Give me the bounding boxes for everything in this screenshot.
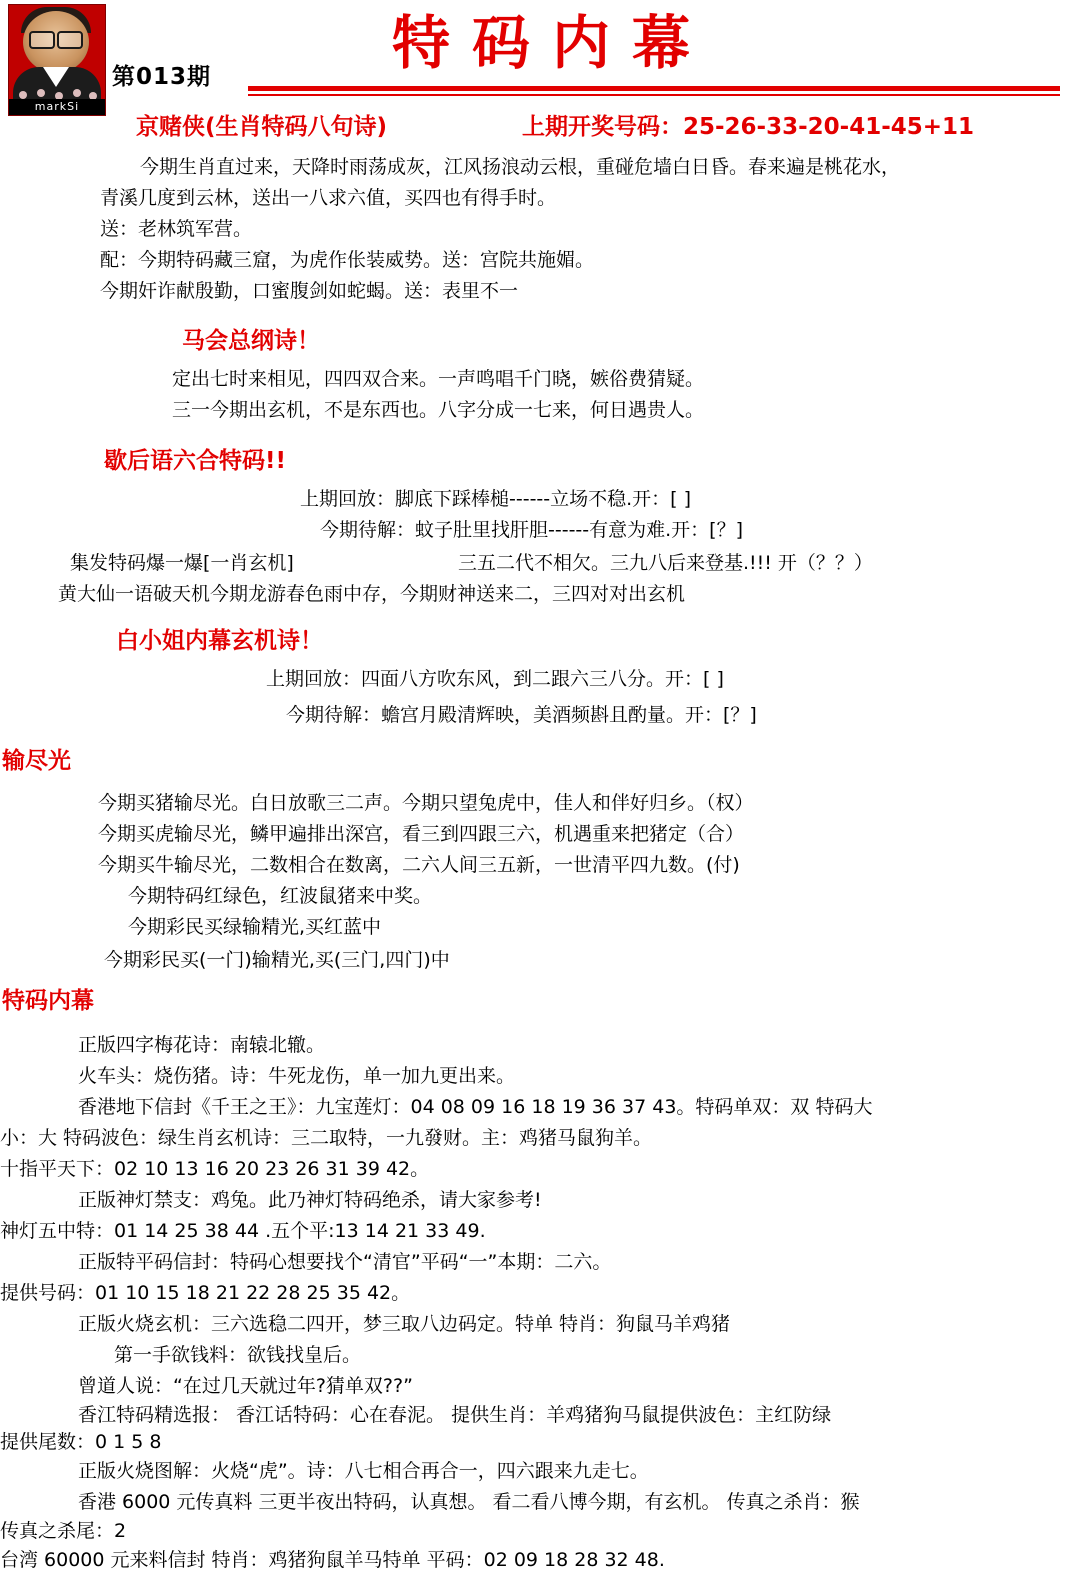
shujinguang-line-1: 今期买猪输尽光。白日放歌三二声。今期只望兔虎中，佳人和伴好归乡。（权） xyxy=(98,792,754,814)
temaneimu-row: 香港地下信封《千王之王》：九宝莲灯：04 08 09 16 18 19 36 37 43。特码单双：双 特码大 xyxy=(78,1096,873,1118)
logo-brand-text: markSi xyxy=(9,99,105,115)
baixiaojie-line-2: 今期待解：蟾宫月殿清辉映，美酒频斟且酌量。开：[？] xyxy=(286,704,757,726)
poem-line-5: 今期奸诈献殷勤，口蜜腹剑如蛇蝎。送：表里不一 xyxy=(100,280,519,302)
temaneimu-row: 曾道人说：“在过几天就过年?猜单双??” xyxy=(78,1375,413,1397)
publisher-logo xyxy=(8,4,106,116)
section-title-baixiaojie: 白小姐内幕玄机诗！ xyxy=(116,628,323,654)
temaneimu-row: 台湾 60000 元来料信封 特肖：鸡猪狗鼠羊马特单 平码：02 09 18 28 32 48. xyxy=(0,1549,665,1571)
temaneimu-row: 提供尾数：0 1 5 8 xyxy=(0,1431,162,1453)
page-title: 特码内幕 xyxy=(391,9,712,77)
temaneimu-row: 香江特码精选报： 香江话特码：心在春泥。 提供生肖：羊鸡猪狗马鼠提供波色：主红防绿 xyxy=(78,1404,832,1426)
temaneimu-row: 提供号码：01 10 15 18 21 22 28 25 35 42。 xyxy=(0,1282,411,1304)
mahui-line-1: 定出七时来相见，四四双合来。一声鸣唱千门晓，嫉俗费猜疑。 xyxy=(172,368,705,390)
poem-line-4: 配：今期特码藏三窟，为虎作伥装威势。送：宫院共施媚。 xyxy=(100,249,595,271)
poem-line-3: 送：老林筑军营。 xyxy=(100,218,253,240)
section-title-mahui: 马会总纲诗！ xyxy=(182,328,320,354)
temaneimu-row: 十指平天下：02 10 13 16 20 23 26 31 39 42。 xyxy=(0,1158,430,1180)
section-title-xiehouyu: 歇后语六合特码!! xyxy=(104,448,286,474)
temaneimu-row: 第一手欲钱料：欲钱找皇后。 xyxy=(114,1344,362,1366)
shujinguang-line-3: 今期买牛输尽光，二数相合在数离，二六人间三五新，一世清平四九数。(付) xyxy=(98,854,740,876)
temaneimu-row: 正版火烧玄机：三六选稳二四开，梦三取八边码定。特单 特肖：狗鼠马羊鸡猪 xyxy=(78,1313,731,1335)
xiehouyu-line-4: 黄大仙一语破天机今期龙游春色雨中存，今期财神送来二，三四对对出玄机 xyxy=(58,583,686,605)
xiehouyu-line-3-left: 集发特码爆一爆[一肖玄机] xyxy=(70,552,294,574)
masthead-rule-thin xyxy=(248,94,1060,96)
masthead-rule xyxy=(248,86,1060,91)
temaneimu-row: 正版特平码信封：特码心想要找个“清官”平码“一”本期：二六。 xyxy=(78,1251,612,1273)
mahui-line-2: 三一今期出玄机，不是东西也。八字分成一七来，何日遇贵人。 xyxy=(172,399,705,421)
issue-number: 第013期 xyxy=(112,64,212,90)
temaneimu-row: 正版火烧图解：火烧“虎”。诗：八七相合再合一，四六跟来九走七。 xyxy=(78,1460,649,1482)
temaneimu-row: 传真之杀尾：2 xyxy=(0,1520,127,1542)
xiehouyu-line-3-right: 三五二代不相欠。三九八后来登基.!!! 开（？？） xyxy=(458,552,873,574)
glasses-icon xyxy=(29,31,83,45)
temaneimu-row: 神灯五中特：01 14 25 38 44 .五个平:13 14 21 33 49. xyxy=(0,1220,486,1242)
baixiaojie-line-1: 上期回放：四面八方吹东风，到二跟六三八分。开：[ ] xyxy=(266,668,724,690)
temaneimu-row: 正版四字梅花诗：南辕北辙。 xyxy=(78,1034,326,1056)
temaneimu-row: 小：大 特码波色：绿生肖玄机诗：三二取特，一九發财。主：鸡猪马鼠狗羊。 xyxy=(0,1127,653,1149)
xiehouyu-line-1: 上期回放：脚底下踩棒槌------立场不稳.开：[ ] xyxy=(300,488,692,510)
temaneimu-row: 正版神灯禁支：鸡兔。此乃神灯特码绝杀，请大家参考! xyxy=(78,1189,542,1211)
column-author: 京赌侠(生肖特码八句诗) xyxy=(136,114,388,140)
shujinguang-line-5: 今期彩民买绿输精光,买红蓝中 xyxy=(128,916,382,938)
shujinguang-line-2: 今期买虎输尽光，鳞甲遍排出深宫，看三到四跟三六，机遇重来把猪定（合） xyxy=(98,823,745,845)
shujinguang-line-6: 今期彩民买(一门)输精光,买(三门,四门)中 xyxy=(104,949,450,971)
last-draw-numbers: 上期开奖号码：25-26-33-20-41-45+11 xyxy=(522,114,975,140)
subheader xyxy=(136,108,1056,138)
temaneimu-row: 香港 6000 元传真料 三更半夜出特码，认真想。 看二看八博今期，有玄机。 传真之杀肖：猴 xyxy=(78,1491,860,1513)
poem-line-2: 青溪几度到云林，送出一八求六值，买四也有得手时。 xyxy=(100,187,557,209)
poem-line-1: 今期生肖直过来，天降时雨荡成灰，江风扬浪动云根，重碰危墙白日昏。春来遍是桃花水， xyxy=(140,156,901,178)
xiehouyu-line-2: 今期待解：蚊子肚里找肝胆------有意为难.开：[？] xyxy=(320,519,744,541)
section-title-temaneimu: 特码内幕 xyxy=(2,988,94,1014)
shujinguang-line-4: 今期特码红绿色，红波鼠猪来中奖。 xyxy=(128,885,433,907)
temaneimu-row: 火车头：烧伤猪。诗：牛死龙伤，单一加九更出来。 xyxy=(78,1065,516,1087)
section-title-shujinguang: 输尽光 xyxy=(2,748,71,774)
